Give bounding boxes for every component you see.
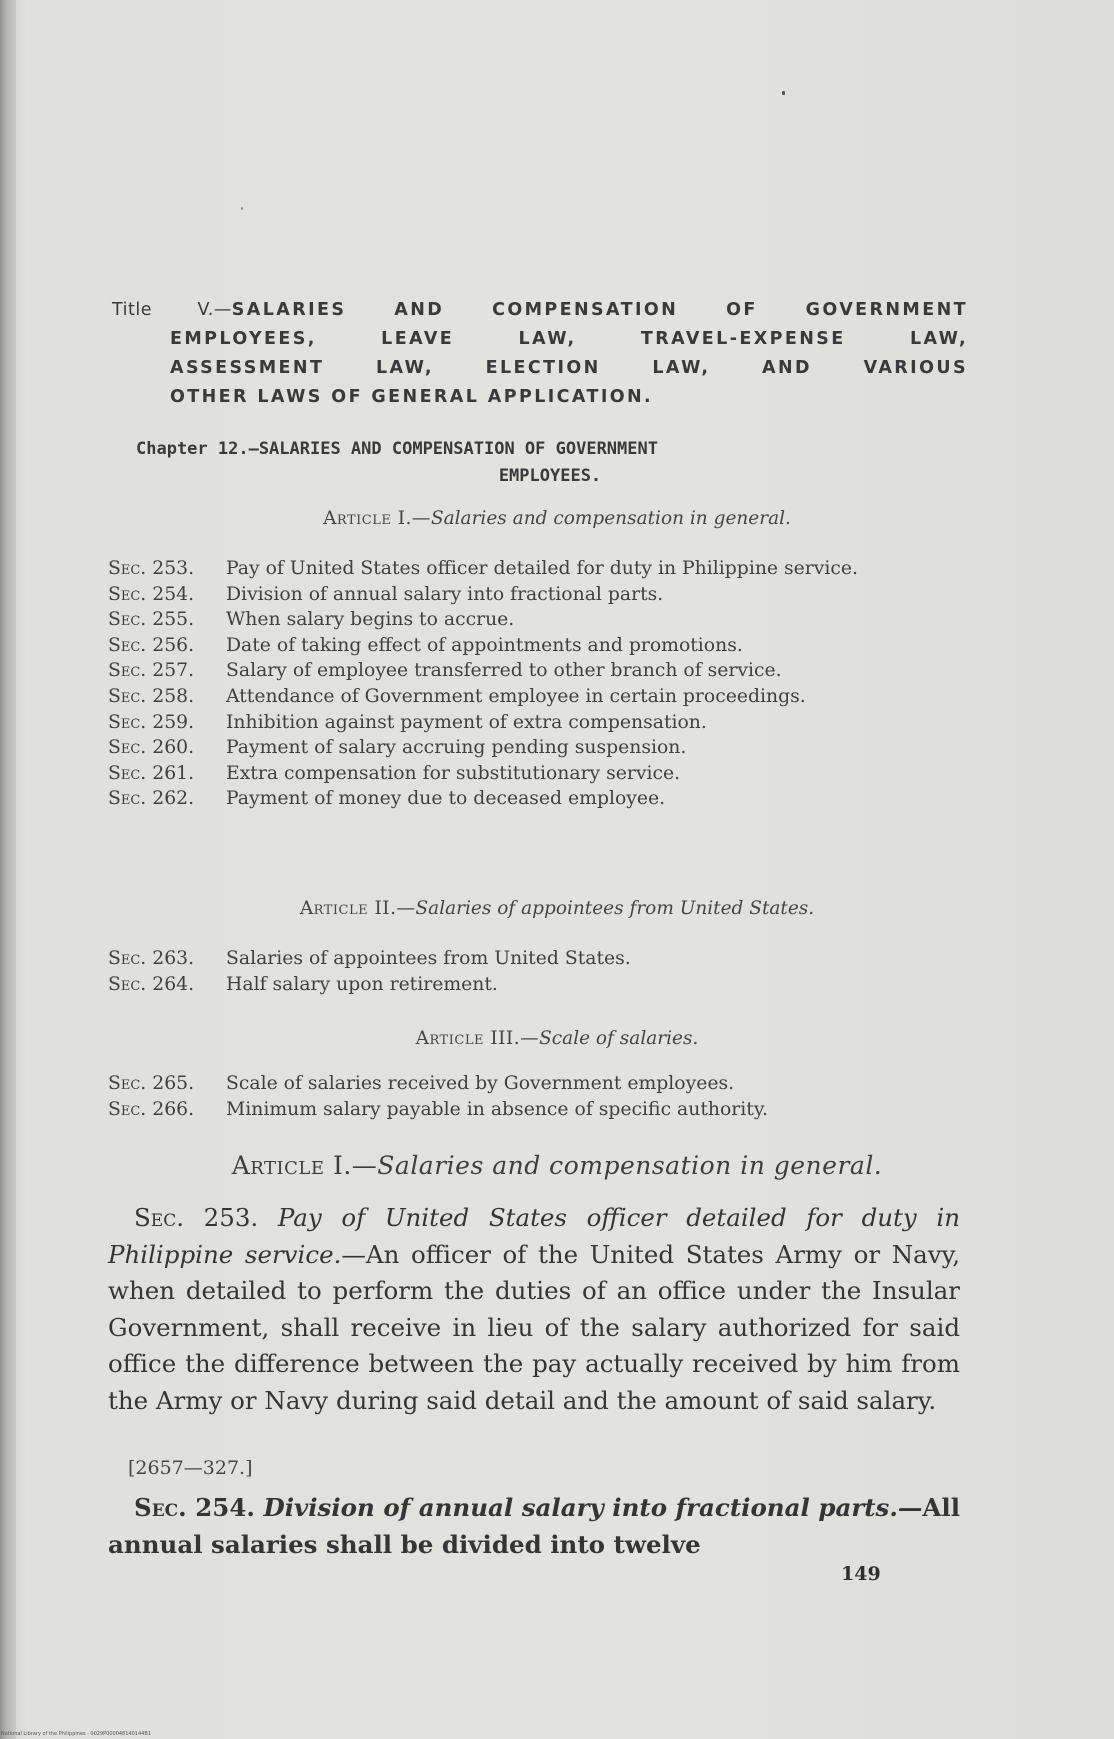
title-line-4: OTHER LAWS OF GENERAL APPLICATION. bbox=[170, 387, 654, 407]
toc-item: Sec. 262. Payment of money due to deceased employee. bbox=[108, 786, 968, 812]
body-article-1-heading bbox=[0, 1151, 1114, 1180]
book-spine-shadow bbox=[0, 0, 16, 1739]
toc-item-text: Extra compensation for substitutionary service. bbox=[226, 762, 681, 784]
article-label: Article I.— bbox=[231, 1151, 378, 1180]
page-number: 149 bbox=[841, 1563, 881, 1585]
toc-article-2-list bbox=[108, 946, 968, 997]
toc-article-2-heading bbox=[0, 898, 1114, 919]
toc-item-text: Payment of salary accruing pending suspension. bbox=[226, 737, 687, 759]
title-line-2: EMPLOYEES, LEAVE LAW, TRAVEL-EXPENSE LAW, bbox=[170, 329, 968, 349]
article-label: Article III.— bbox=[415, 1028, 540, 1049]
toc-article-3-list bbox=[108, 1071, 968, 1122]
toc-item: Sec. 261. Extra compensation for substitutionary service. bbox=[108, 761, 968, 787]
toc-item: Sec. 264. Half salary upon retirement. bbox=[108, 972, 968, 998]
toc-article-1-heading bbox=[0, 508, 1114, 529]
toc-item-text: Division of annual salary into fractional parts. bbox=[226, 583, 664, 605]
article-title: Scale of salaries. bbox=[539, 1028, 699, 1049]
section-254-paragraph bbox=[108, 1490, 960, 1563]
title-heading bbox=[112, 296, 968, 412]
toc-item: Sec. 256. Date of taking effect of appointments and promotions. bbox=[108, 633, 968, 659]
toc-item-text: Pay of United States officer detailed for duty in Philippine service. bbox=[226, 558, 858, 579]
toc-item-text: Inhibition against payment of extra compensation. bbox=[226, 711, 707, 733]
toc-item: Sec. 259. Inhibition against payment of extra compensation. bbox=[108, 710, 968, 736]
toc-item: Sec. 258. Attendance of Government employee in certain proceedings. bbox=[108, 684, 968, 710]
toc-item-text: Payment of money due to deceased employee. bbox=[226, 788, 666, 810]
toc-item-text: Attendance of Government employee in certain proceedings. bbox=[226, 685, 806, 707]
chapter-line-2: EMPLOYEES. bbox=[498, 466, 602, 486]
section-253-paragraph bbox=[108, 1200, 960, 1419]
article-title: Salaries and compensation in general. bbox=[377, 1151, 883, 1180]
ink-speck bbox=[782, 91, 785, 95]
toc-item-text: When salary begins to accrue. bbox=[226, 609, 515, 631]
toc-item: Sec. 265. Scale of salaries received by Government employees. bbox=[108, 1071, 968, 1097]
section-title: Pay of United States officer detailed for duty in Philippine service.— bbox=[108, 1203, 960, 1269]
toc-item: Sec. 263. Salaries of appointees from United States. bbox=[108, 946, 968, 972]
article-label: Article II.— bbox=[299, 898, 416, 919]
scan-footer-note: National Library of the Philippines · 0029P000048140144B1 bbox=[1, 1731, 151, 1737]
section-title: Division of annual salary into fractional parts.— bbox=[263, 1493, 923, 1522]
citation: [2657—327.] bbox=[128, 1457, 253, 1479]
section-number: Sec. 253. bbox=[134, 1203, 259, 1232]
ink-speck bbox=[241, 207, 243, 210]
toc-item: Sec. 254. Division of annual salary into fractional parts. bbox=[108, 582, 968, 608]
toc-item: Sec. 260. Payment of salary accruing pending suspension. bbox=[108, 735, 968, 761]
chapter-heading bbox=[136, 436, 944, 490]
toc-item-text: Salary of employee transferred to other branch of service. bbox=[226, 660, 782, 682]
toc-item: Sec. 257. Salary of employee transferred to other branch of service. bbox=[108, 658, 968, 684]
toc-item-text: Date of taking effect of appointments and promotions. bbox=[226, 634, 743, 656]
title-prefix: Title V.— bbox=[112, 300, 232, 320]
toc-item-text: Minimum salary payable in absence of specific authority. bbox=[226, 1098, 768, 1120]
toc-item-text: Scale of salaries received by Government employees. bbox=[226, 1073, 735, 1094]
article-title: Salaries and compensation in general. bbox=[430, 508, 791, 529]
toc-item: Sec. 266. Minimum salary payable in absence of specific authority. bbox=[108, 1097, 968, 1123]
title-line-text: SALARIES AND COMPENSATION OF GOVERNMENT bbox=[231, 300, 968, 320]
article-title: Salaries of appointees from United States. bbox=[415, 898, 815, 919]
chapter-line-1: Chapter 12.—SALARIES AND COMPENSATION OF GOVERNMENT bbox=[136, 439, 658, 459]
toc-article-3-heading bbox=[0, 1028, 1114, 1049]
section-text: An officer of the United States Army or Navy, when detailed to perform the duties of an office under the Insular Government, shall receive in lieu of the salary authorized for said office the difference between the pay actually received by him from the Army or Navy during said detail and the amount of said salary. bbox=[108, 1239, 960, 1415]
section-number: Sec. 254. bbox=[134, 1493, 255, 1522]
article-label: Article I.— bbox=[323, 508, 431, 529]
section-text: All annual salaries shall be divided into twelve bbox=[108, 1493, 961, 1559]
toc-item: Sec. 255. When salary begins to accrue. bbox=[108, 607, 968, 633]
title-line-1 bbox=[112, 296, 968, 325]
toc-item: Sec. 253. Pay of United States officer detailed for duty in Philippine service. bbox=[108, 556, 968, 582]
toc-item-text: Half salary upon retirement. bbox=[226, 973, 498, 995]
toc-article-1-list bbox=[108, 556, 968, 812]
title-line-3: ASSESSMENT LAW, ELECTION LAW, AND VARIOUS bbox=[170, 358, 968, 378]
toc-item-text: Salaries of appointees from United States. bbox=[226, 948, 631, 969]
